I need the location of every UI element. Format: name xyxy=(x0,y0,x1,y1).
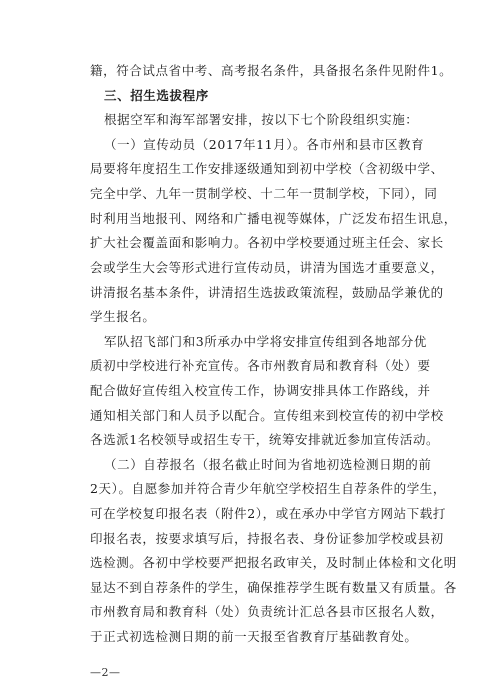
text-line: 根据空军和海军部署安排，按以下七个阶段组织实施： xyxy=(104,112,419,127)
text-line: 可在学校复印报名表（附件2），或在承办中学官方网站下载打 xyxy=(90,506,447,521)
text-line: 各选派1名校领导或招生专干，统筹安排就近参加宣传活动。 xyxy=(90,432,440,447)
text-line: 选检测。各初中学校要严把报名政审关，及时制止体检和文化明 xyxy=(90,555,457,570)
text-line: （二）自荐报名（报名截止时间为省地初选检测日期的前 xyxy=(104,457,432,472)
text-line: 市州教育局和教育科（处）负责统计汇总各县市区报名人数， xyxy=(90,604,444,619)
text-line: （一）宣传动员（2017年11月）。各市州和县市区教育 xyxy=(104,137,425,152)
text-line: 扩大社会覆盖面和影响力。各初中学校要通过班主任会、家长 xyxy=(90,235,444,250)
text-line: 会或学生大会等形式进行宣传动员，讲清为国选才重要意义， xyxy=(90,260,444,275)
text-line: 通知相关部门和人员予以配合。宣传组来到校宣传的初中学校 xyxy=(90,408,444,423)
page-number: —2— xyxy=(90,666,121,679)
text-line: 质初中学校进行补充宣传。各市州教育局和教育科（处）要 xyxy=(90,358,431,373)
text-line: 时利用当地报刊、网络和广播电视等媒体，广泛发布招生讯息， xyxy=(90,211,457,226)
text-line: 2天）。自愿参加并符合青少年航空学校招生自荐条件的学生， xyxy=(90,481,447,496)
section-heading: 三、招生选拔程序 xyxy=(104,88,209,103)
text-line: 完全中学、九年一贯制学校、十二年一贯制学校，下同），同 xyxy=(90,186,438,201)
text-line: 配合做好宣传组入校宣传工作，协调安排具体工作路线，并 xyxy=(90,383,431,398)
text-line: 军队招飞部门和3所承办中学将安排宣传组到各地部分优 xyxy=(104,334,427,349)
text-line: 局要将年度招生工作安排逐级通知到初中学校（含初级中学、 xyxy=(90,161,444,176)
text-line: 印报名表，按要求填写后，持报名表、身份证参加学校或县初 xyxy=(90,531,444,546)
text-line: 讲清报名基本条件，讲清招生选拔政策流程，鼓励品学兼优的 xyxy=(90,285,444,300)
text-line: 籍，符合试点省中考、高考报名条件，具备报名条件见附件1。 xyxy=(90,63,453,78)
text-line: 学生报名。 xyxy=(90,309,156,324)
text-line: 显达不到自荐条件的学生，确保推荐学生既有数量又有质量。各 xyxy=(90,580,457,595)
text-line: 于正式初选检测日期的前一天报至省教育厅基础教育处。 xyxy=(90,629,418,644)
